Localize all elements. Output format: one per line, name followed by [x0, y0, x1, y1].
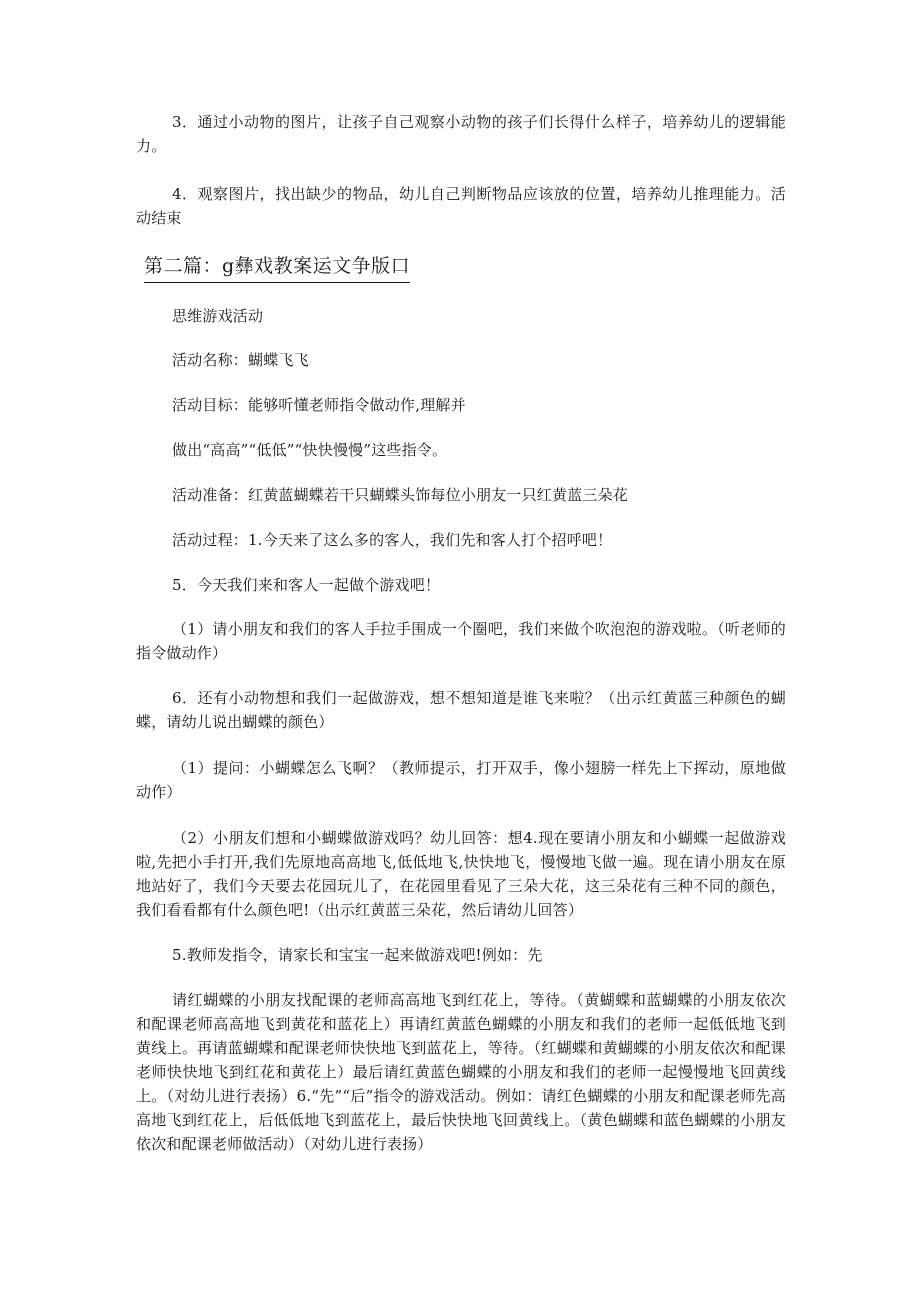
activity-process-6: 6．还有小动物想和我们一起做游戏，想不想知道是谁飞来啦？（出示红黄蓝三种颜色的蝴蝶，请幼儿说出蝴蝶的颜色）: [136, 689, 786, 731]
activity-name: 活动名称：蝴蝶飞飞: [172, 351, 309, 369]
step-1: （1）请小朋友和我们的客人手拉手围成一个圈吧，我们来做个吹泡泡的游戏啦。（听老师的指令做动作）: [136, 620, 786, 662]
activity-goal-line-2: 做出“高高”“低低”“快快慢慢”这些指令。: [172, 441, 448, 459]
activity-goal-line-1: 活动目标：能够听懂老师指令做动作,理解并: [172, 396, 466, 414]
activity-process-1: 活动过程：1.今天来了这么多的客人，我们先和客人打个招呼吧！: [172, 531, 613, 549]
activity-process-5: 5．今天我们来和客人一起做个游戏吧！: [172, 576, 441, 594]
activity-preparation: 活动准备：红黄蓝蝴蝶若干只蝴蝶头饰每位小朋友一只红黄蓝三朵花: [172, 486, 629, 504]
activity-process-5b: 5.教师发指令，请家长和宝宝一起来做游戏吧!例如：先: [172, 946, 543, 964]
paragraph-4: 4．观察图片，找出缺少的物品，幼儿自己判断物品应该放的位置，培养幼儿推理能力。活动结束: [136, 185, 786, 227]
step-6-1: （1）提问：小蝴蝶怎么飞啊？（教师提示，打开双手，像小翅膀一样先上下挥动，原地做动作）: [136, 759, 786, 801]
activity-title: 思维游戏活动: [172, 307, 264, 325]
final-paragraph: 请红蝴蝶的小朋友找配课的老师高高地飞到红花上，等待。（黄蝴蝶和蓝蝴蝶的小朋友依次和配课老师高高地飞到黄花和蓝花上）再请红黄蓝色蝴蝶的小朋友和我们的老师一起低低地飞到黄线上。再请蓝蝴蝶和配课老师快快地飞到蓝花上，等待。（红蝴蝶和黄蝴蝶的小朋友依次和配课老师快快地飞到红花和黄花上）最后请红黄蓝色蝴蝶的小朋友和我们的老师一起慢慢地飞回黄线上。（对幼儿进行表扬）6.“先”“后”指令的游戏活动。例如：请红色蝴蝶的小朋友和配课老师先高高地飞到红花上，后低低地飞到蓝花上，最后快快地飞回黄线上。（黄色蝴蝶和蓝色蝴蝶的小朋友依次和配课老师做活动）（对幼儿进行表扬）: [136, 991, 786, 1153]
step-6-2: （2）小朋友们想和小蝴蝶做游戏吗？幼儿回答：想4.现在要请小朋友和小蝴蝶一起做游戏啦,先把小手打开,我们先原地高高地飞,低低地飞,快快地飞，慢慢地飞做一遍。现在请小朋友在原地站好了，我们今天要去花园玩儿了，在花园里看见了三朵大花，这三朵花有三种不同的颜色，我们看看都有什么颜色吧!（出示红黄蓝三朵花，然后请幼儿回答）: [136, 829, 786, 919]
paragraph-3: 3．通过小动物的图片，让孩子自己观察小动物的孩子们长得什么样子，培养幼儿的逻辑能力。: [136, 113, 786, 155]
section-heading: 第二篇：g彝戏教案运文争版口: [144, 252, 410, 283]
